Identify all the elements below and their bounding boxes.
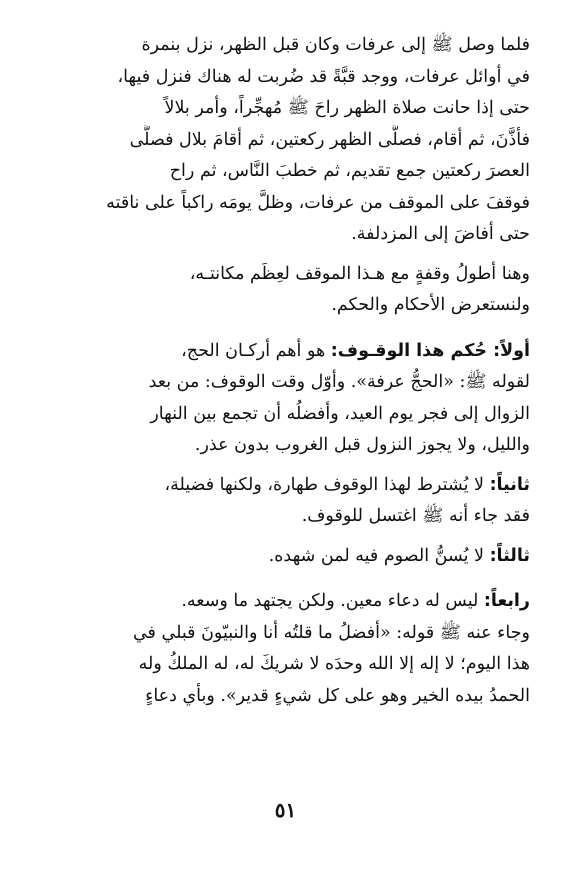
text-line xyxy=(40,541,530,573)
paragraph-third-ruling xyxy=(40,541,530,573)
text-line: هذا اليوم؛ لا إله إلا الله وحدَه لا شريكَ له، له الملكُ وله xyxy=(138,654,530,674)
text-line: فلما وصل ﷺ إلى عرفات وكان قبل الظهر، نزل بنمرة xyxy=(141,35,530,55)
page-number: ٥١ xyxy=(274,798,297,822)
text-line xyxy=(40,470,530,502)
text-line: حتى أفاضَ إلى المزدلفة. xyxy=(351,224,530,244)
text-line xyxy=(40,336,530,368)
text-line: لقوله ﷺ: «الحجُّ عرفة». وأوّل وقت الوقوف: من بعد xyxy=(148,372,530,392)
text-line xyxy=(40,586,530,618)
section-heading: ثانياً: xyxy=(489,474,530,495)
text-line: وجاء عنه ﷺ قوله: «أفضلُ ما قلتُه أنا والنبيّونَ قبلي في xyxy=(132,622,530,643)
paragraph-introduction xyxy=(40,259,530,322)
text-line: وهنا أطولُ وقفةٍ مع هـذا الموقف لعِظَم مكانتـه، xyxy=(189,263,530,284)
text-line: الحمدُ بيده الخير وهو على كل شيءٍ قدير». وبأي دعاءٍ xyxy=(145,685,530,706)
text-segment: هو أهم أركـان الحج، xyxy=(181,340,331,361)
text-line: فقد جاء أنه ﷺ اغتسل للوقوف. xyxy=(301,506,530,526)
paragraph-arrival-arafat xyxy=(40,30,530,251)
text-line: ولنستعرض الأحكام والحكم. xyxy=(331,295,530,315)
text-line: فأذَّنَ، ثم أقام، فصلَّى الظهر ركعتين، ثم أقامَ بلال فصلَّى xyxy=(129,129,530,150)
text-segment: ليس له دعاء معين. ولكن يجتهد ما وسعه. xyxy=(181,591,484,611)
document-page xyxy=(40,30,530,830)
text-line: والليل، ولا يجوز النزول قبل الغروب بدون عذر. xyxy=(194,435,530,455)
section-heading: رابعاً: xyxy=(483,591,530,611)
section-heading: أولاً: حُكم هذا الوقـوف: xyxy=(330,340,530,361)
text-line: في أوائل عرفات، ووجد قبَّةً قد ضُربت له هناك فنزل فيها، xyxy=(117,66,530,87)
text-segment: لا يُسنُّ الصوم فيه لمن شهده. xyxy=(268,545,490,566)
paragraph-second-ruling xyxy=(40,470,530,533)
text-segment: لا يُشترط لهذا الوقوف طهارة، ولكنها فضيلة، xyxy=(164,474,490,495)
paragraph-first-ruling xyxy=(40,336,530,462)
text-line: فوقفَ على الموقف من عرفات، وظلَّ يومَه راكباً على ناقته xyxy=(106,192,530,213)
text-line: حتى إذا حانت صلاة الظهر راحَ ﷺ مُهجِّراً، وأمر بلالاً xyxy=(164,98,530,118)
text-line: العصرَ ركعتين جمع تقديم، ثم خطبَ النَّاس، ثم راح xyxy=(169,161,530,181)
paragraph-fourth-ruling xyxy=(40,586,530,712)
text-line: الزوال إلى فجر يوم العيد، وأفضلُه أن تجمع بين النهار xyxy=(150,403,530,424)
section-heading: ثالثاً: xyxy=(489,545,530,566)
